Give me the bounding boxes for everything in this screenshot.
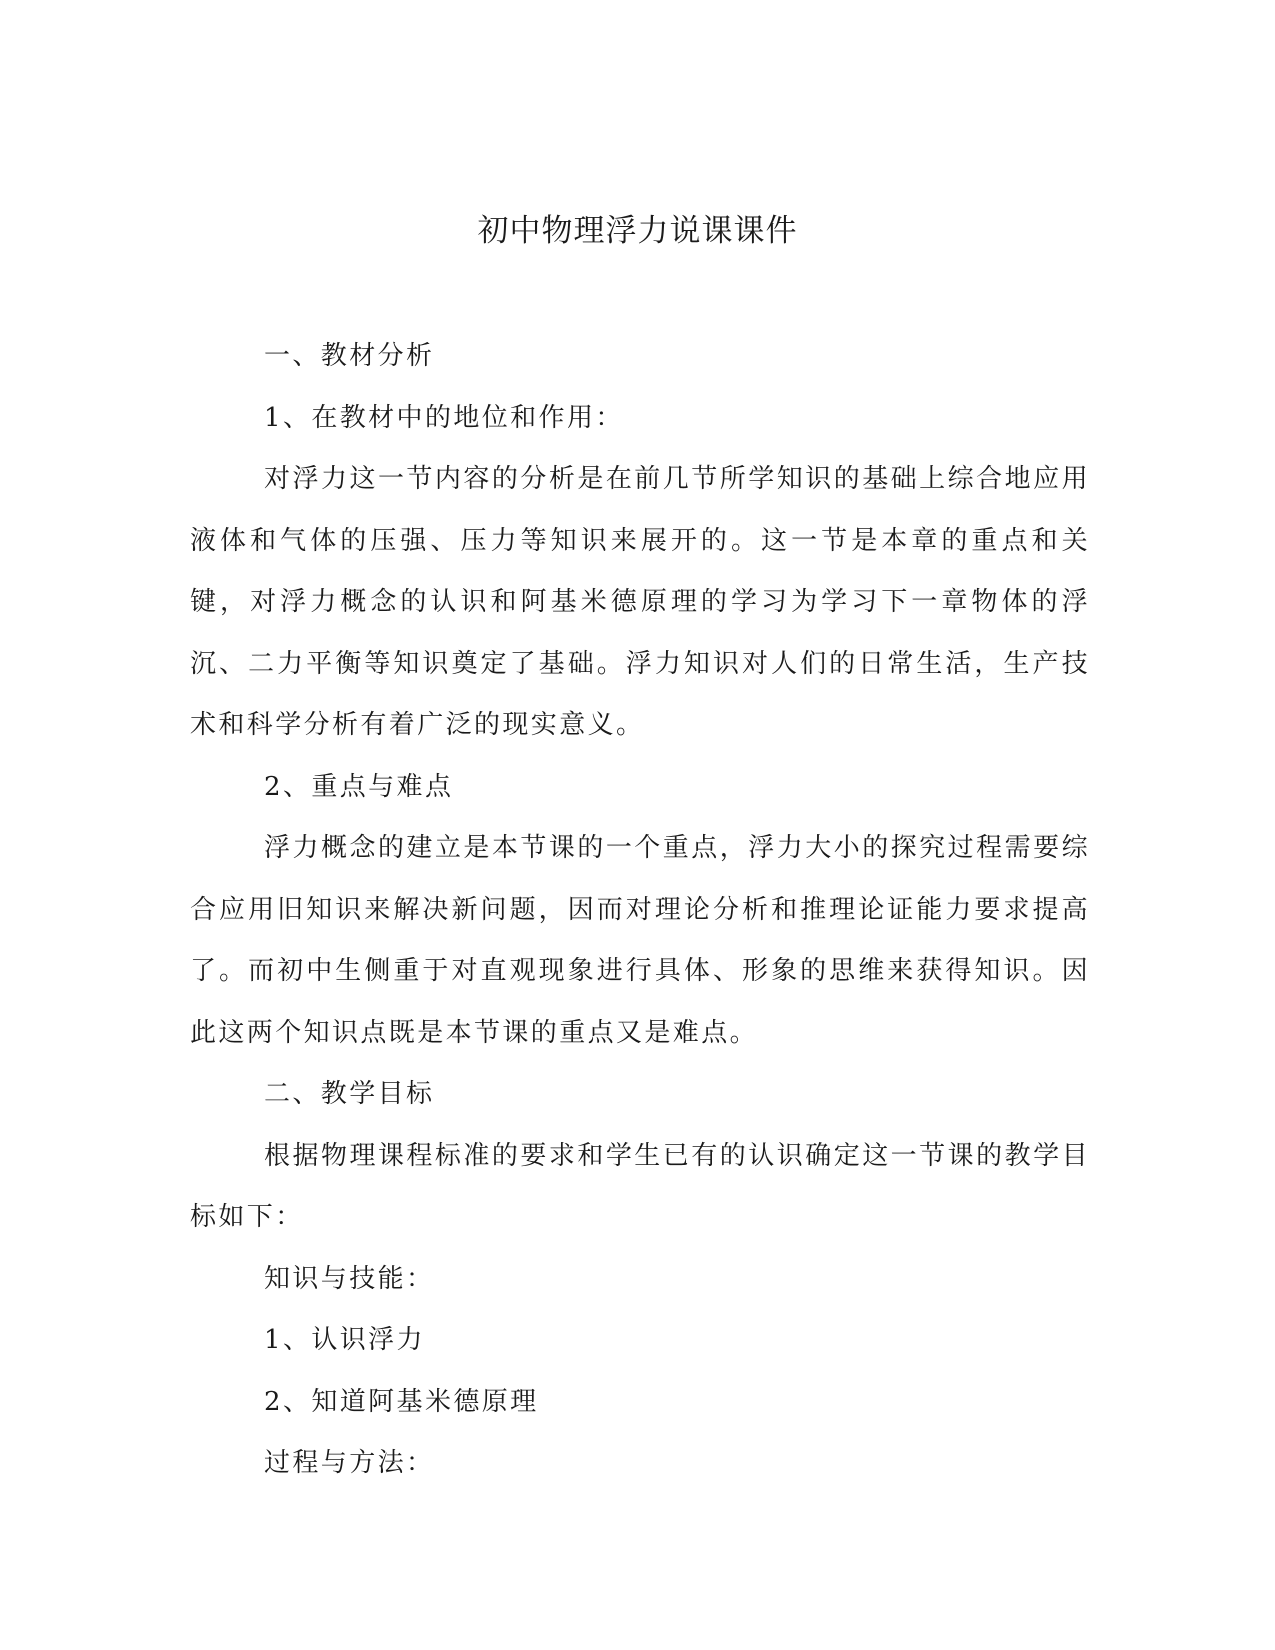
heading-teaching-objectives: 二、教学目标 xyxy=(264,1079,435,1109)
paragraph-position-role: 对浮力这一节内容的分析是在前几节所学知识的基础上综合地应用液体和气体的压强、压力等知识来展开的。这一节是本章的重点和关键，对浮力概念的认识和阿基米德原理的学习为学习下一章物体的浮沉、二力平衡等知识奠定了基础。浮力知识对人们的日常生活，生产技术和科学分析有着广泛的现实意义。 xyxy=(190,464,1090,740)
document-title: 初中物理浮力说课课件 xyxy=(477,213,798,249)
list-item-recognize-buoyancy: 1、认识浮力 xyxy=(264,1325,425,1355)
subheading-position-role: 1、在教材中的地位和作用： xyxy=(264,402,624,433)
subheading-process-method: 过程与方法： xyxy=(264,1448,435,1478)
document-body xyxy=(190,326,1090,1495)
list-item-archimedes-principle: 2、知道阿基米德原理 xyxy=(264,1386,539,1417)
paragraph-teaching-objectives: 根据物理课程标准的要求和学生已有的认识确定这一节课的教学目标如下： xyxy=(190,1140,1090,1232)
paragraph-key-difficult-points: 浮力概念的建立是本节课的一个重点，浮力大小的探究过程需要综合应用旧知识来解决新问题，因而对理论分析和推理论证能力要求提高了。而初中生侧重于对直观现象进行具体、形象的思维来获得知识。因此这两个知识点既是本节课的重点又是难点。 xyxy=(190,833,1090,1048)
heading-textbook-analysis: 一、教材分析 xyxy=(264,341,435,371)
subheading-key-difficult-points: 2、重点与难点 xyxy=(264,771,454,802)
subheading-knowledge-skills: 知识与技能： xyxy=(264,1263,435,1294)
